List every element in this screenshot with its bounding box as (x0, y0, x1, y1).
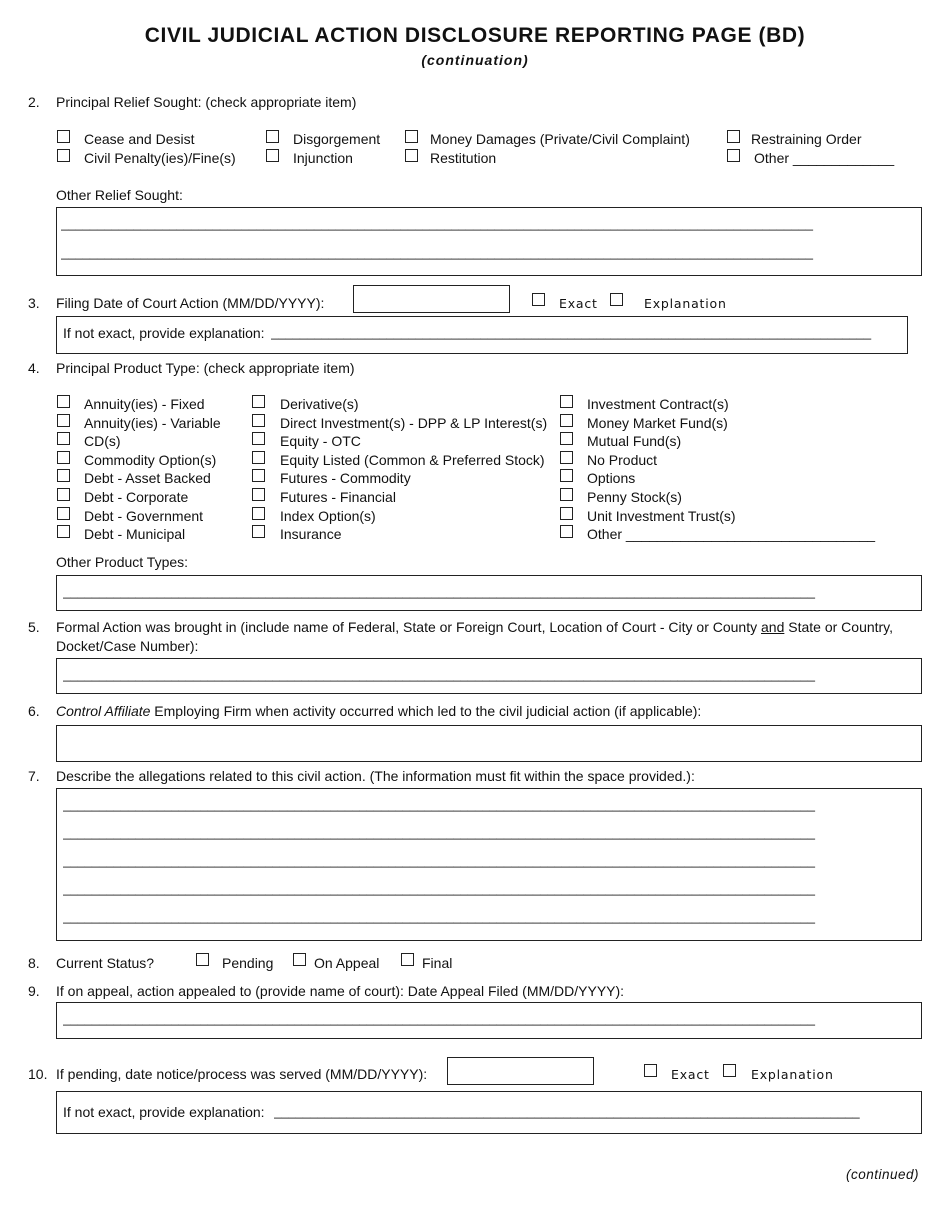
checkbox-product-col3-6[interactable] (560, 507, 573, 520)
product-option-label: Unit Investment Trust(s) (587, 508, 736, 524)
line: ___________________________________________________________________________________ (271, 325, 872, 340)
checkbox-product-col2-6[interactable] (252, 507, 265, 520)
option-label: Restraining Order (751, 131, 862, 147)
line: ________________________________________________________________________________________________________ (63, 825, 815, 840)
checkbox-money-damages[interactable] (405, 130, 418, 143)
line: ________________________________________________________________________________________________________ (63, 853, 815, 868)
option-label: Restitution (430, 150, 497, 166)
option-label: Disgorgement (293, 131, 381, 147)
checkbox-filing-exact[interactable] (532, 293, 545, 306)
product-option-label: Options (587, 470, 636, 486)
q2-number: 2. (28, 94, 40, 110)
checkbox-injunction[interactable] (266, 149, 279, 162)
checkbox-product-col1-4[interactable] (57, 469, 70, 482)
other-relief-label: Other Relief Sought: (56, 187, 183, 203)
line: _________________________________________________________________________________ (274, 1104, 860, 1119)
explanation-label: Explanation (751, 1067, 834, 1082)
checkbox-product-col2-1[interactable] (252, 414, 265, 427)
checkbox-product-col3-5[interactable] (560, 488, 573, 501)
checkbox-served-exact[interactable] (644, 1064, 657, 1077)
filing-date-input[interactable] (353, 285, 510, 313)
checkbox-restraining-order[interactable] (727, 130, 740, 143)
q5-label: Formal Action was brought in (include name of Federal, State or Foreign Court, Location of Court - City or County and State or Country, (56, 619, 894, 635)
checkbox-product-col2-3[interactable] (252, 451, 265, 464)
q6-number: 6. (28, 703, 40, 719)
checkbox-cease-desist[interactable] (57, 130, 70, 143)
product-option-label: Equity Listed (Common & Preferred Stock) (280, 452, 545, 468)
checkbox-product-col1-1[interactable] (57, 414, 70, 427)
appeal-field[interactable] (56, 1002, 922, 1039)
product-option-label: Annuity(ies) - Variable (84, 415, 221, 431)
product-option-label: Index Option(s) (280, 508, 376, 524)
q6-label: Control Affiliate Employing Firm when activity occurred which led to the civil judicial action (if applicable): (56, 703, 702, 719)
product-option-label: Mutual Fund(s) (587, 433, 682, 449)
checkbox-product-col2-4[interactable] (252, 469, 265, 482)
checkbox-product-col1-3[interactable] (57, 451, 70, 464)
q4-label: Principal Product Type: (check appropriate item) (56, 360, 355, 376)
product-option-label: Equity - OTC (280, 433, 361, 449)
product-option-label: Money Market Fund(s) (587, 415, 728, 431)
q8-label: Current Status? (56, 955, 155, 971)
served-explanation-field[interactable] (56, 1091, 922, 1134)
product-option-label: Commodity Option(s) (84, 452, 217, 468)
line: ________________________________________________________________________________________________________ (63, 881, 815, 896)
line: ________________________________________________________________________________________________________ (63, 909, 815, 924)
checkbox-product-col3-0[interactable] (560, 395, 573, 408)
checkbox-product-col1-7[interactable] (57, 525, 70, 538)
other-relief-field[interactable] (56, 207, 922, 276)
other-product-field[interactable] (56, 575, 922, 611)
q9-label: If on appeal, action appealed to (provide name of court): Date Appeal Filed (MM/DD/YYYY): (56, 983, 625, 999)
checkbox-product-col1-2[interactable] (57, 432, 70, 445)
checkbox-product-col3-7[interactable] (560, 525, 573, 538)
status-label: On Appeal (314, 955, 380, 971)
q3-label: Filing Date of Court Action (MM/DD/YYYY): (56, 295, 325, 311)
filing-explanation-field[interactable] (56, 316, 908, 354)
q5-label-cont: Docket/Case Number): (56, 638, 199, 654)
product-option-label: Debt - Corporate (84, 489, 189, 505)
checkbox-pending[interactable] (196, 953, 209, 966)
control-affiliate-field[interactable] (56, 725, 922, 762)
q10-number: 10. (28, 1066, 48, 1082)
checkbox-product-col1-5[interactable] (57, 488, 70, 501)
q9-number: 9. (28, 983, 40, 999)
checkbox-product-col2-7[interactable] (252, 525, 265, 538)
product-option-label: Other ________________________________ (587, 526, 876, 542)
product-option-label: Futures - Financial (280, 489, 396, 505)
option-label: Injunction (293, 150, 353, 166)
checkbox-civil-penalty[interactable] (57, 149, 70, 162)
product-option-label: Futures - Commodity (280, 470, 411, 486)
product-option-label: Debt - Asset Backed (84, 470, 211, 486)
product-option-label: Direct Investment(s) - DPP & LP Interest(s) (280, 415, 548, 431)
q4-number: 4. (28, 360, 40, 376)
checkbox-final[interactable] (401, 953, 414, 966)
option-label: Cease and Desist (84, 131, 195, 147)
checkbox-product-col1-0[interactable] (57, 395, 70, 408)
checkbox-filing-explanation[interactable] (610, 293, 623, 306)
product-option-label: Penny Stock(s) (587, 489, 682, 505)
product-option-label: Annuity(ies) - Fixed (84, 396, 205, 412)
status-label: Final (422, 955, 453, 971)
checkbox-product-col2-0[interactable] (252, 395, 265, 408)
product-option-label: Investment Contract(s) (587, 396, 729, 412)
explanation-label: Explanation (644, 296, 727, 311)
other-product-label: Other Product Types: (56, 554, 189, 570)
option-label: Money Damages (Private/Civil Complaint) (430, 131, 690, 147)
product-option-label: Insurance (280, 526, 342, 542)
checkbox-served-explanation[interactable] (723, 1064, 736, 1077)
checkbox-product-col2-5[interactable] (252, 488, 265, 501)
product-option-label: Debt - Municipal (84, 526, 186, 542)
served-date-input[interactable] (447, 1057, 594, 1085)
q5-number: 5. (28, 619, 40, 635)
page-subtitle: (continuation) (421, 52, 529, 68)
explain-label: If not exact, provide explanation: (63, 325, 265, 341)
checkbox-relief-other[interactable] (727, 149, 740, 162)
q7-label: Describe the allegations related to this civil action. (The information must fit within the space provided.): (56, 768, 695, 784)
checkbox-product-col3-3[interactable] (560, 451, 573, 464)
line: ________________________________________________________________________________________________________ (63, 1011, 815, 1026)
checkbox-product-col3-4[interactable] (560, 469, 573, 482)
continued-note: (continued) (846, 1167, 920, 1182)
q3-number: 3. (28, 295, 40, 311)
exact-label: Exact (559, 296, 598, 311)
line: ________________________________________________________________________________________________________ (63, 584, 815, 599)
product-option-label: Debt - Government (84, 508, 204, 524)
option-label: Civil Penalty(ies)/Fine(s) (84, 150, 236, 166)
product-option-label: CD(s) (84, 433, 121, 449)
line: ________________________________________________________________________________________________________ (63, 667, 815, 682)
q7-number: 7. (28, 768, 40, 784)
court-field[interactable] (56, 658, 922, 694)
checkbox-on-appeal[interactable] (293, 953, 306, 966)
product-option-label: No Product (587, 452, 658, 468)
checkbox-product-col3-2[interactable] (560, 432, 573, 445)
product-option-label: Derivative(s) (280, 396, 359, 412)
q8-number: 8. (28, 955, 40, 971)
checkbox-disgorgement[interactable] (266, 130, 279, 143)
checkbox-restitution[interactable] (405, 149, 418, 162)
checkbox-product-col2-2[interactable] (252, 432, 265, 445)
q10-label: If pending, date notice/process was served (MM/DD/YYYY): (56, 1066, 428, 1082)
checkbox-product-col3-1[interactable] (560, 414, 573, 427)
status-label: Pending (222, 955, 274, 971)
allegations-field[interactable] (56, 788, 922, 941)
page-title: CIVIL JUDICIAL ACTION DISCLOSURE REPORTING PAGE (BD) (144, 24, 806, 47)
line: ________________________________________________________________________________________________________ (61, 245, 813, 260)
exact-label: Exact (671, 1067, 710, 1082)
explain-label: If not exact, provide explanation: (63, 1104, 265, 1120)
line: ________________________________________________________________________________________________________ (63, 797, 815, 812)
q2-label: Principal Relief Sought: (check appropriate item) (56, 94, 357, 110)
line: ________________________________________________________________________________________________________ (61, 216, 813, 231)
option-label: Other _____________ (754, 150, 895, 166)
checkbox-product-col1-6[interactable] (57, 507, 70, 520)
